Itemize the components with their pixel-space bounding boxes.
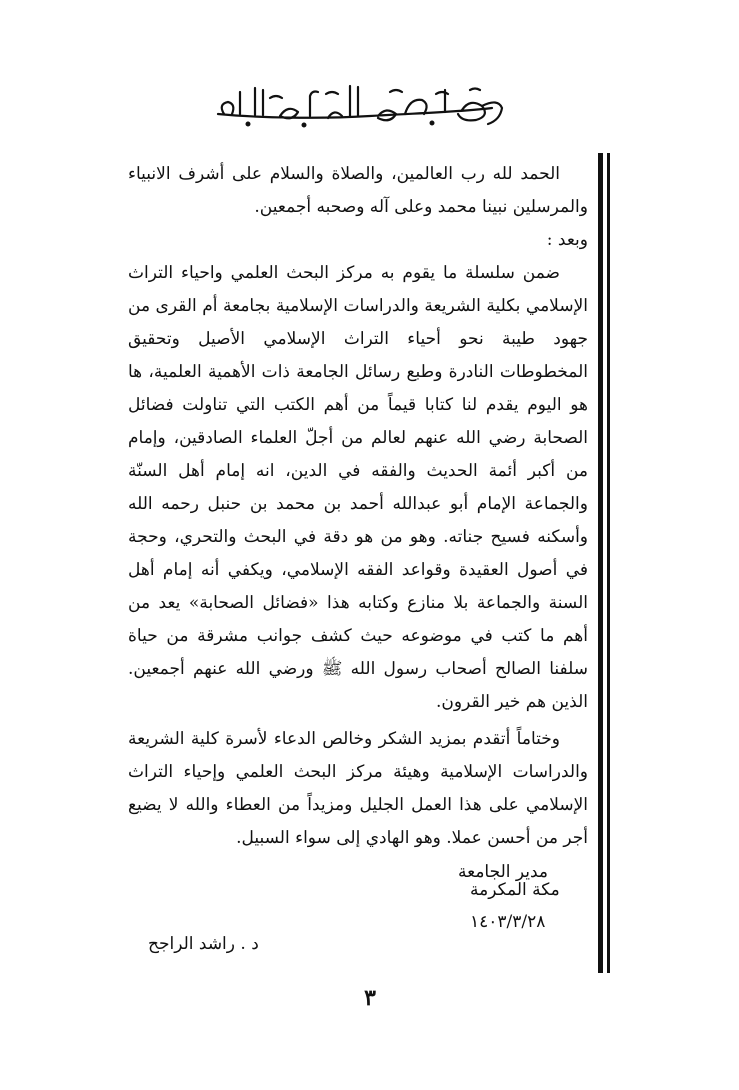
basmala-calligraphy bbox=[200, 78, 510, 130]
margin-rule-thick bbox=[598, 153, 603, 973]
basmala-calligraphy-art bbox=[200, 78, 510, 130]
paragraph-opening: الحمد لله رب العالمين، والصلاة والسلام على أشرف الانبياء والمرسلين نبينا محمد وعلى آله وصحبه أجمعين. bbox=[128, 164, 588, 217]
signing-date: ١٤٠٣/٣/٢٨ bbox=[470, 912, 546, 932]
signatory-name: د . راشد الراجح bbox=[148, 934, 259, 954]
signatory-title: مدير الجامعة bbox=[458, 862, 549, 882]
margin-rule-thin bbox=[607, 153, 610, 973]
paragraph-transition: وبعد : bbox=[546, 230, 588, 250]
page-number: ٣ bbox=[364, 985, 376, 1011]
signing-place: مكة المكرمة bbox=[470, 880, 560, 900]
paragraph-main: ضمن سلسلة ما يقوم به مركز البحث العلمي واحياء التراث الإسلامي بكلية الشريعة والدراسات الإسلامية بجامعة أم القرى من جهود طيبة نحو أحياء التراث الإسلامي الأصيل وتحقيق المخطوطات النادرة وطبع رسائل الجامعة ذات الأهمية العلمية، ها هو اليوم يقدم لنا كتابا قيماً من أهم الكتب التي تناولت فضائل الصحابة رضي الله عنهم لعالم من أجلّ العلماء الصادقين، وإمام من أكبر أئمة الحديث والفقه في الدين، انه إمام أهل السنّة والجماعة الإمام أبو عبدالله أحمد بن محمد بن حنبل رحمه الله وأسكنه فسيح جناته. وهو من هو دقة في البحث والتحري، وحجة في أصول العقيدة وقواعد الفقه الإسلامي، ويكفي أنه إمام أهل السنة والجماعة بلا منازع وكتابه هذا «فضائل الصحابة» يعد من أهم ما كتب في موضوعه حيث كشف جوانب مشرقة من حياة سلفنا الصالح أصحاب رسول الله ﷺ ورضي الله عنهم أجمعين. الذين هم خير القرون. bbox=[128, 263, 588, 712]
foreword-text bbox=[128, 158, 588, 855]
paragraph-closing: وختاماً أتقدم بمزيد الشكر وخالص الدعاء لأسرة كلية الشريعة والدراسات الإسلامية وهيئة مركز البحث العلمي وإحياء التراث الإسلامي على هذا العمل الجليل ومزيداً من العطاء والله لا يضيع أجر من أحسن عملا. وهو الهادي إلى سواء السبيل. bbox=[128, 729, 588, 848]
